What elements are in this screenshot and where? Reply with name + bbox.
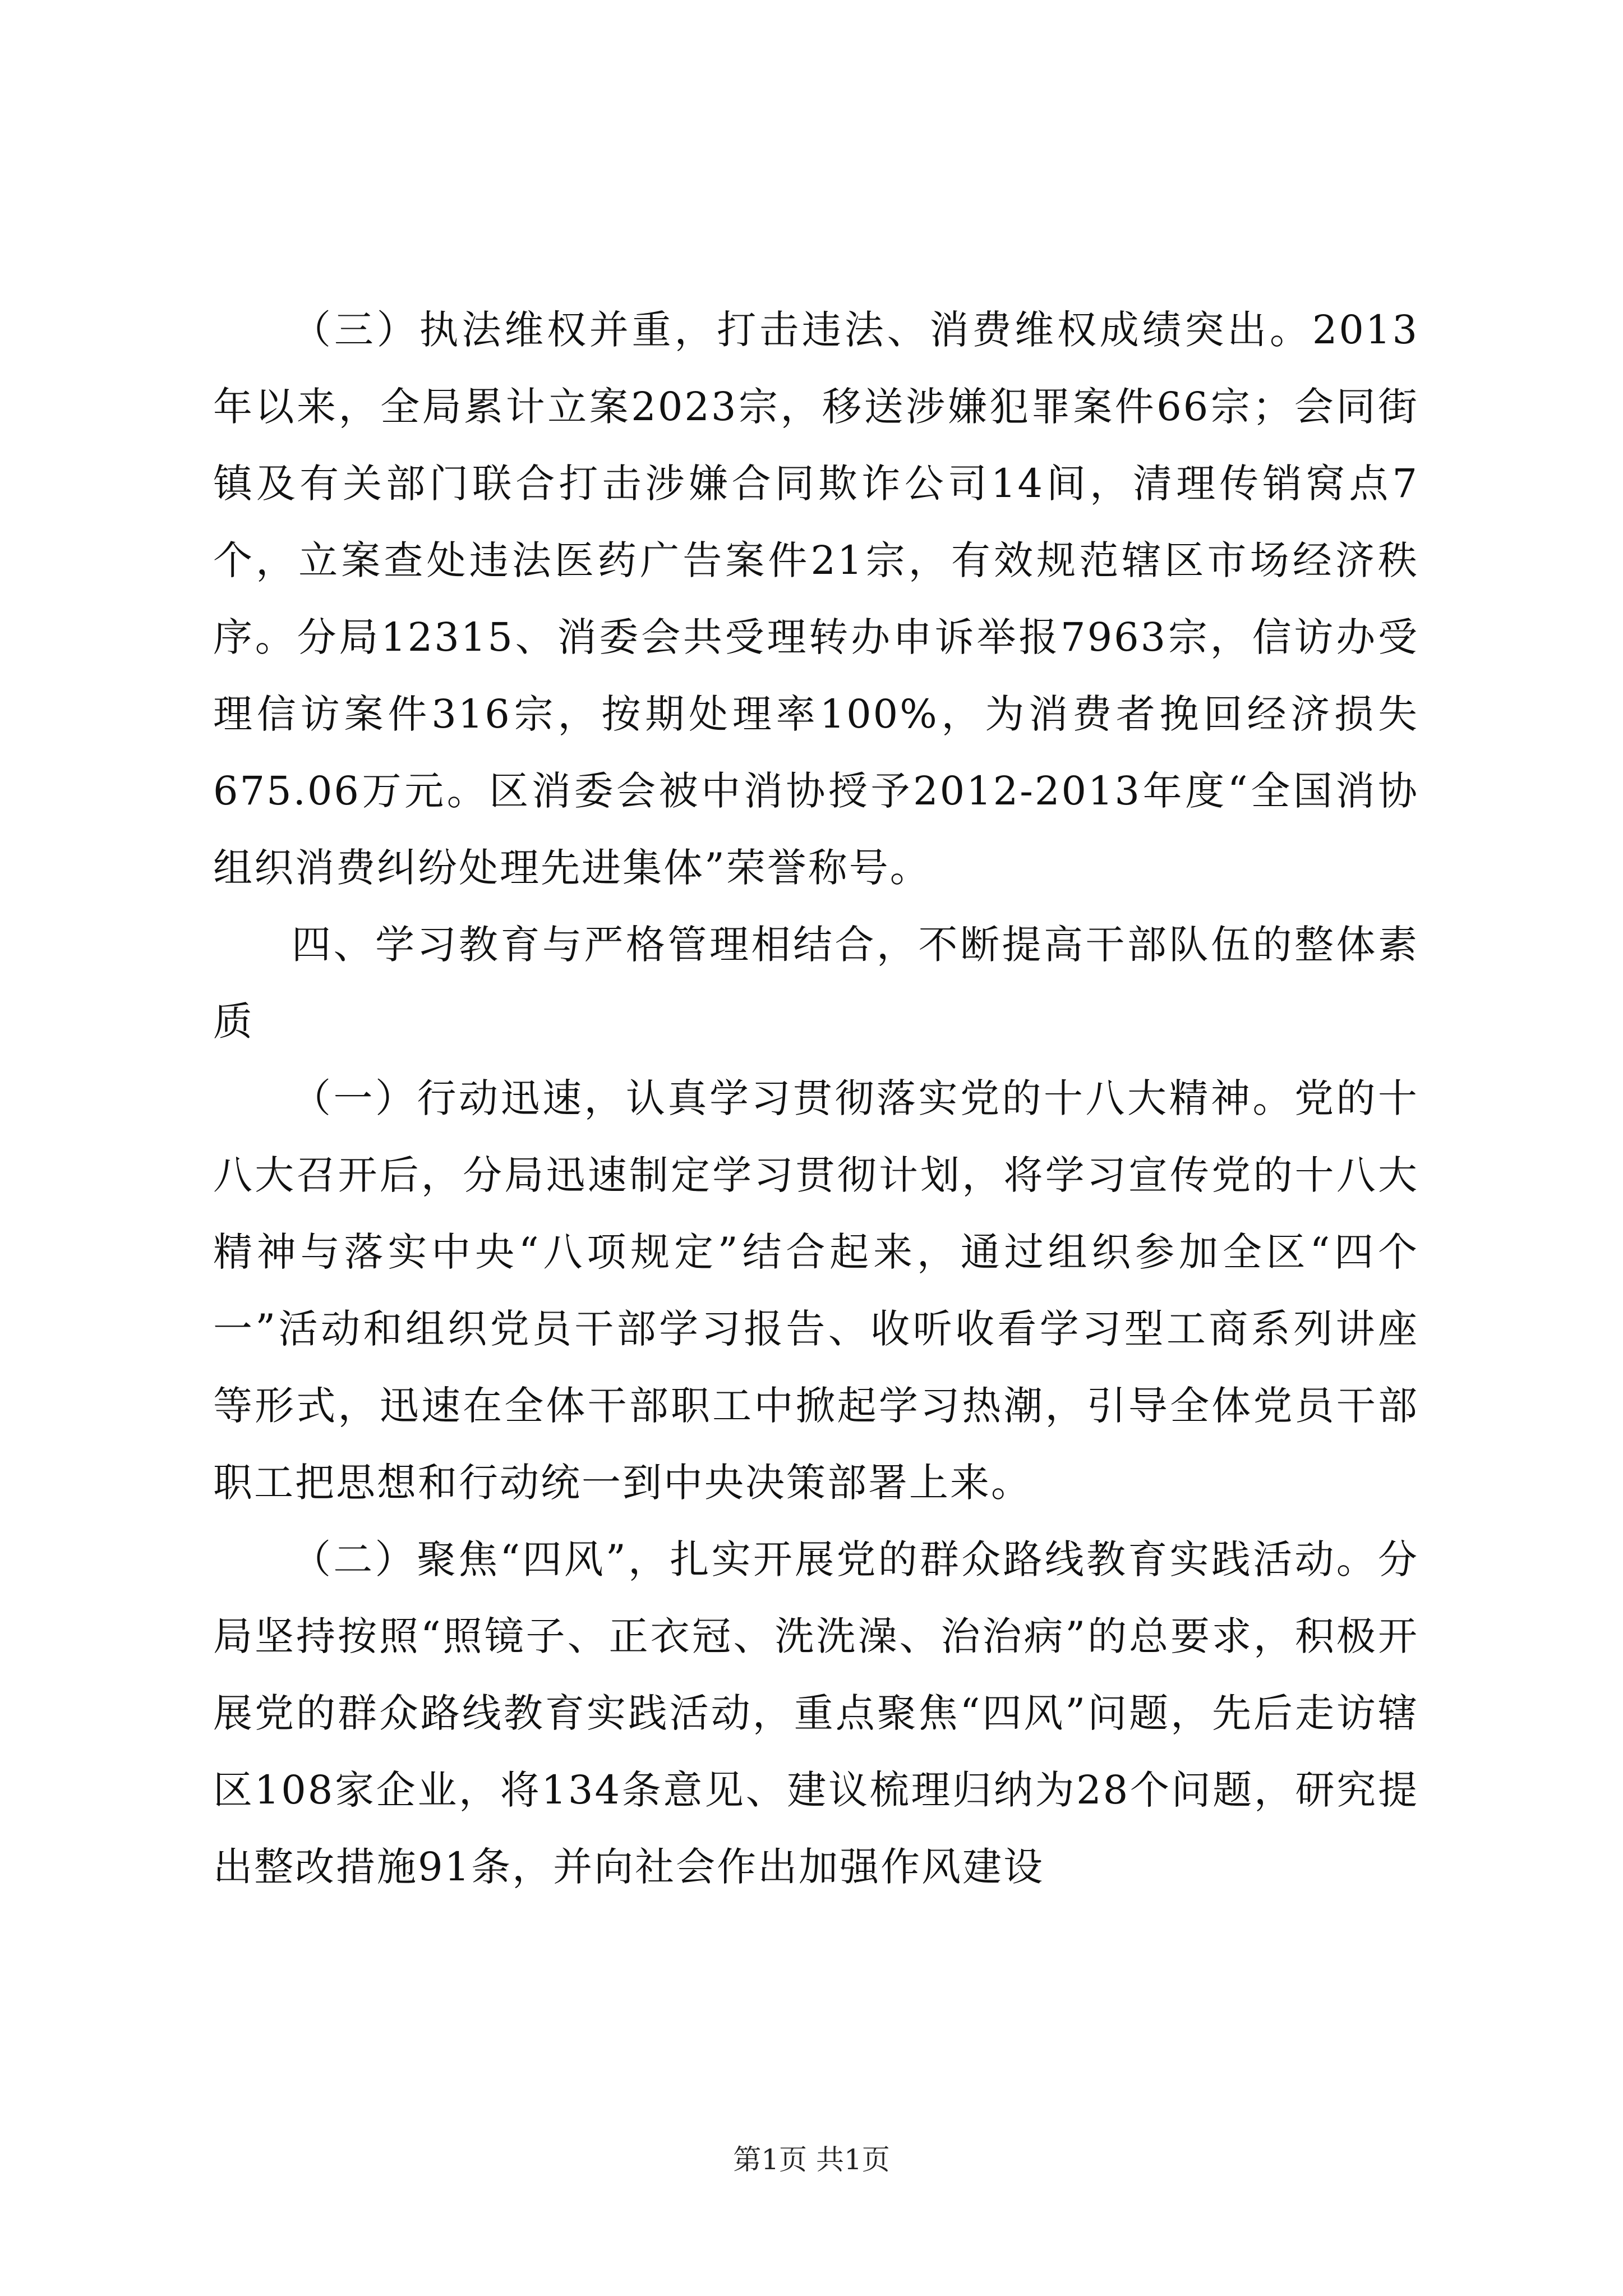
paragraph-mass-line: （二）聚焦“四风”，扎实开展党的群众路线教育实践活动。分局坚持按照“照镜子、正衣冠、洗洗澡、治治病”的总要求，积极开展党的群众路线教育实践活动，重点聚焦“四风”问题，先后走访辖区108家企业，将134条意见、建议梳理归纳为28个问题，研究提出整改措施91条，并向社会作出加强作风建设	[213, 1536, 1419, 1890]
section-heading-four: 四、学习教育与严格管理相结合，不断提高干部队伍的整体素质	[213, 922, 1419, 1045]
paragraph-enforcement: （三）执法维权并重，打击违法、消费维权成绩突出。2013年以来，全局累计立案2023宗，移送涉嫌犯罪案件66宗；会同街镇及有关部门联合打击涉嫌合同欺诈公司14间，清理传销窝点7个，立案查处违法医药广告案件21宗，有效规范辖区市场经济秩序。分局12315、消委会共受理转办申诉举报7963宗，信访办受理信访案件316宗，按期处理率100%，为消费者挽回经济损失675.06万元。区消委会被中消协授予2012-2013年度“全国消协组织消费纠纷处理先进集体”荣誉称号。	[213, 307, 1419, 891]
paragraph-study-spirit: （一）行动迅速，认真学习贯彻落实党的十八大精神。党的十八大召开后，分局迅速制定学习贯彻计划，将学习宣传党的十八大精神与落实中央“八项规定”结合起来，通过组织参加全区“四个一”活动和组织党员干部学习报告、收听收看学习型工商系列讲座等形式，迅速在全体干部职工中掀起学习热潮，引导全体党员干部职工把思想和行动统一到中央决策部署上来。	[213, 1075, 1419, 1506]
page-footer: 第1页 共1页	[733, 2143, 890, 2176]
document-body	[213, 292, 1419, 1906]
